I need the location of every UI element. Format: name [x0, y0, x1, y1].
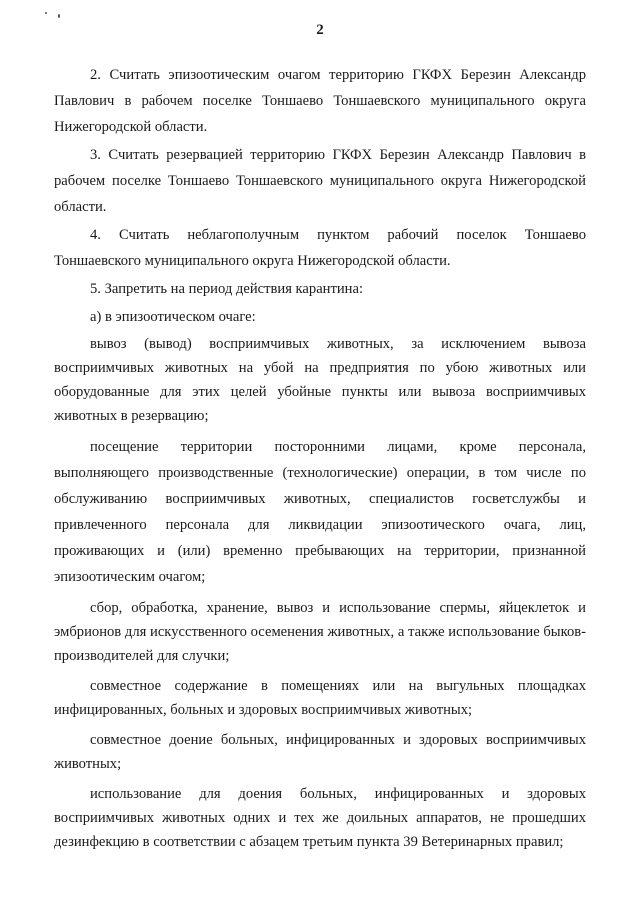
document-body [54, 62, 586, 854]
prohibition-item-export: вывоз (вывод) восприимчивых животных, за исключением вывоза восприимчивых животных на убой на предприятия по убою животных или оборудованные для этих целей убойные пункты или вывоза восприимчивых животных в резервацию; [54, 336, 586, 424]
paragraph-3-reservation: 3. Считать резервацией территорию ГКФХ Березин Александр Павлович в рабочем поселке Тоншаево Тоншаевского муниципального округа Нижегородской области. [54, 147, 586, 215]
prohibition-item-visiting: посещение территории посторонними лицами, кроме персонала, выполняющего производственные (технологические) операции, в том числе по обслуживанию восприимчивых животных, специалистов госветслужбы и привлеченного персонала для ликвидации эпизоотического очага, лиц, проживающих и (или) временно пребывающих на территории, признанной эпизоотическим очагом; [54, 439, 586, 585]
prohibition-item-milking-machines: использование для доения больных, инфицированных и здоровых восприимчивых животных одних и тех же доильных аппаратов, не прошедших дезинфекцию в соответствии с абзацем третьим пункта 39 Ветеринарных правил; [54, 786, 586, 850]
paragraph-4-unfavorable-point: 4. Считать неблагополучным пунктом рабочий поселок Тоншаево Тоншаевского муниципального округа Нижегородской области. [54, 227, 586, 269]
paragraph-5-prohibitions: 5. Запретить на период действия карантина: [90, 281, 364, 297]
prohibition-item-sperm: сбор, обработка, хранение, вывоз и использование спермы, яйцеклеток и эмбрионов для искусственного осеменения животных, а также использование быков-производителей для случки; [54, 600, 586, 664]
scan-speck [58, 14, 60, 18]
prohibition-item-joint-milking: совместное доение больных, инфицированных и здоровых восприимчивых животных; [54, 732, 586, 772]
prohibition-item-joint-keeping: совместное содержание в помещениях или на выгульных площадках инфицированных, больных и здоровых восприимчивых животных; [54, 678, 586, 718]
scan-speck [45, 12, 47, 14]
subparagraph-a: а) в эпизоотическом очаге: [90, 309, 256, 325]
page-number: 2 [316, 22, 324, 38]
paragraph-2-epizootic-focus: 2. Считать эпизоотическим очагом территорию ГКФХ Березин Александр Павлович в рабочем поселке Тоншаево Тоншаевского муниципального округа Нижегородской области. [54, 67, 586, 135]
